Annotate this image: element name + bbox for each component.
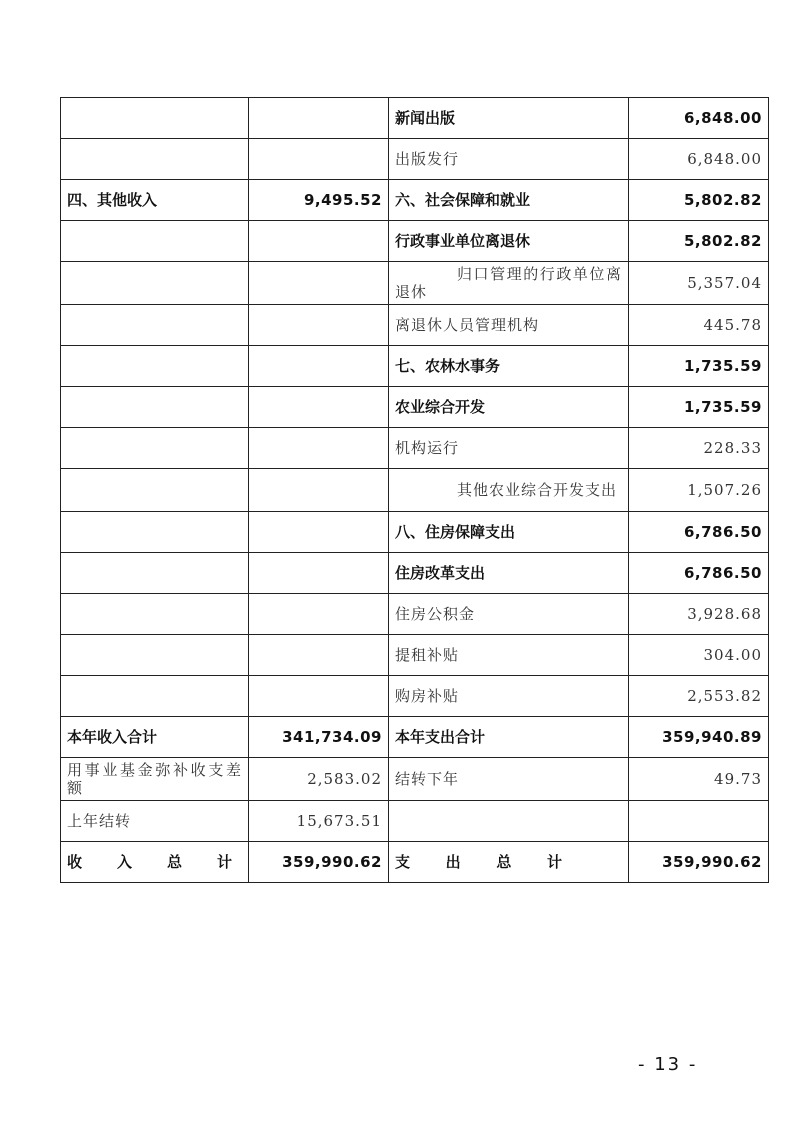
income-name-cell	[61, 387, 249, 428]
income-value-cell	[249, 221, 389, 262]
income-value-cell	[249, 139, 389, 180]
expense-name-cell: 七、农林水事务	[389, 346, 629, 387]
expense-value-cell: 49.73	[629, 758, 769, 801]
income-name-cell: 上年结转	[61, 801, 249, 842]
income-name-cell	[61, 221, 249, 262]
expense-total-char: 总	[496, 853, 512, 871]
totals-row	[61, 842, 769, 883]
table-row	[61, 676, 769, 717]
income-total-char: 总	[166, 853, 182, 871]
expense-value-cell: 445.78	[629, 305, 769, 346]
income-value-cell: 2,583.02	[249, 758, 389, 801]
table-row	[61, 801, 769, 842]
expense-value-cell: 3,928.68	[629, 594, 769, 635]
income-value-cell: 9,495.52	[249, 180, 389, 221]
table-row	[61, 469, 769, 512]
income-name-cell	[61, 512, 249, 553]
expense-value-cell: 6,848.00	[629, 98, 769, 139]
expense-value-cell: 1,735.59	[629, 387, 769, 428]
table-row	[61, 717, 769, 758]
expense-name-cell	[389, 801, 629, 842]
expense-value-cell: 6,786.50	[629, 553, 769, 594]
income-value-cell	[249, 553, 389, 594]
expense-value-cell: 5,802.82	[629, 180, 769, 221]
expense-name-cell: 农业综合开发	[389, 387, 629, 428]
income-name-cell	[61, 262, 249, 305]
expense-total-char: 出	[445, 853, 461, 871]
expense-name-cell: 出版发行	[389, 139, 629, 180]
income-value-cell	[249, 594, 389, 635]
table-row	[61, 635, 769, 676]
income-total-char: 收	[67, 853, 83, 871]
table-row	[61, 346, 769, 387]
income-value-cell: 341,734.09	[249, 717, 389, 758]
expense-name-cell: 购房补贴	[389, 676, 629, 717]
budget-table	[60, 97, 769, 883]
expense-name-cell: 本年支出合计	[389, 717, 629, 758]
page-number: - 13 -	[638, 1054, 698, 1075]
income-name-cell	[61, 635, 249, 676]
expense-value-cell: 6,786.50	[629, 512, 769, 553]
table-row	[61, 180, 769, 221]
expense-total-char: 支	[395, 853, 411, 871]
expense-name-cell: 新闻出版	[389, 98, 629, 139]
expense-value-cell: 1,507.26	[629, 469, 769, 512]
income-total-value: 359,990.62	[249, 842, 389, 883]
table-row	[61, 758, 769, 801]
income-name-cell	[61, 98, 249, 139]
income-name-cell	[61, 305, 249, 346]
income-value-cell	[249, 512, 389, 553]
expense-name-cell: 住房公积金	[389, 594, 629, 635]
expense-value-cell: 5,802.82	[629, 221, 769, 262]
income-value-cell	[249, 346, 389, 387]
expense-name-cell: 结转下年	[389, 758, 629, 801]
table-row	[61, 387, 769, 428]
expense-value-cell	[629, 801, 769, 842]
expense-name-cell: 机构运行	[389, 428, 629, 469]
expense-total-value: 359,990.62	[629, 842, 769, 883]
income-name-cell	[61, 676, 249, 717]
expense-value-cell: 6,848.00	[629, 139, 769, 180]
table-row	[61, 305, 769, 346]
table-row	[61, 262, 769, 305]
expense-value-cell: 1,735.59	[629, 346, 769, 387]
income-name-cell: 四、其他收入	[61, 180, 249, 221]
expense-total-char: 计	[546, 853, 562, 871]
income-name-cell	[61, 469, 249, 512]
expense-name-cell: 行政事业单位离退休	[389, 221, 629, 262]
expense-name-cell: 归口管理的行政单位离退休	[389, 262, 629, 305]
expense-name-cell: 离退休人员管理机构	[389, 305, 629, 346]
income-total-char: 入	[116, 853, 132, 871]
table-row	[61, 428, 769, 469]
expense-value-cell: 228.33	[629, 428, 769, 469]
expense-name-cell: 其他农业综合开发支出	[389, 469, 629, 512]
income-name-cell	[61, 594, 249, 635]
income-value-cell	[249, 676, 389, 717]
table-row	[61, 221, 769, 262]
expense-name-cell: 住房改革支出	[389, 553, 629, 594]
expense-value-cell: 2,553.82	[629, 676, 769, 717]
expense-value-cell: 359,940.89	[629, 717, 769, 758]
income-total-label	[61, 842, 249, 883]
income-name-cell	[61, 346, 249, 387]
income-name-cell	[61, 428, 249, 469]
income-value-cell	[249, 387, 389, 428]
income-name-cell	[61, 139, 249, 180]
expense-value-cell: 304.00	[629, 635, 769, 676]
expense-name-cell: 八、住房保障支出	[389, 512, 629, 553]
income-value-cell	[249, 428, 389, 469]
income-value-cell	[249, 262, 389, 305]
expense-value-cell: 5,357.04	[629, 262, 769, 305]
income-total-char: 计	[216, 853, 232, 871]
table-row	[61, 139, 769, 180]
income-value-cell	[249, 469, 389, 512]
table-row	[61, 98, 769, 139]
income-name-cell	[61, 553, 249, 594]
expense-name-cell: 提租补贴	[389, 635, 629, 676]
income-name-cell: 用事业基金弥补收支差额	[61, 758, 249, 801]
table-row	[61, 553, 769, 594]
table-row	[61, 512, 769, 553]
income-value-cell	[249, 98, 389, 139]
income-value-cell	[249, 305, 389, 346]
expense-name-cell: 六、社会保障和就业	[389, 180, 629, 221]
income-value-cell	[249, 635, 389, 676]
income-name-cell: 本年收入合计	[61, 717, 249, 758]
income-value-cell: 15,673.51	[249, 801, 389, 842]
table-row	[61, 594, 769, 635]
expense-total-label	[389, 842, 629, 883]
